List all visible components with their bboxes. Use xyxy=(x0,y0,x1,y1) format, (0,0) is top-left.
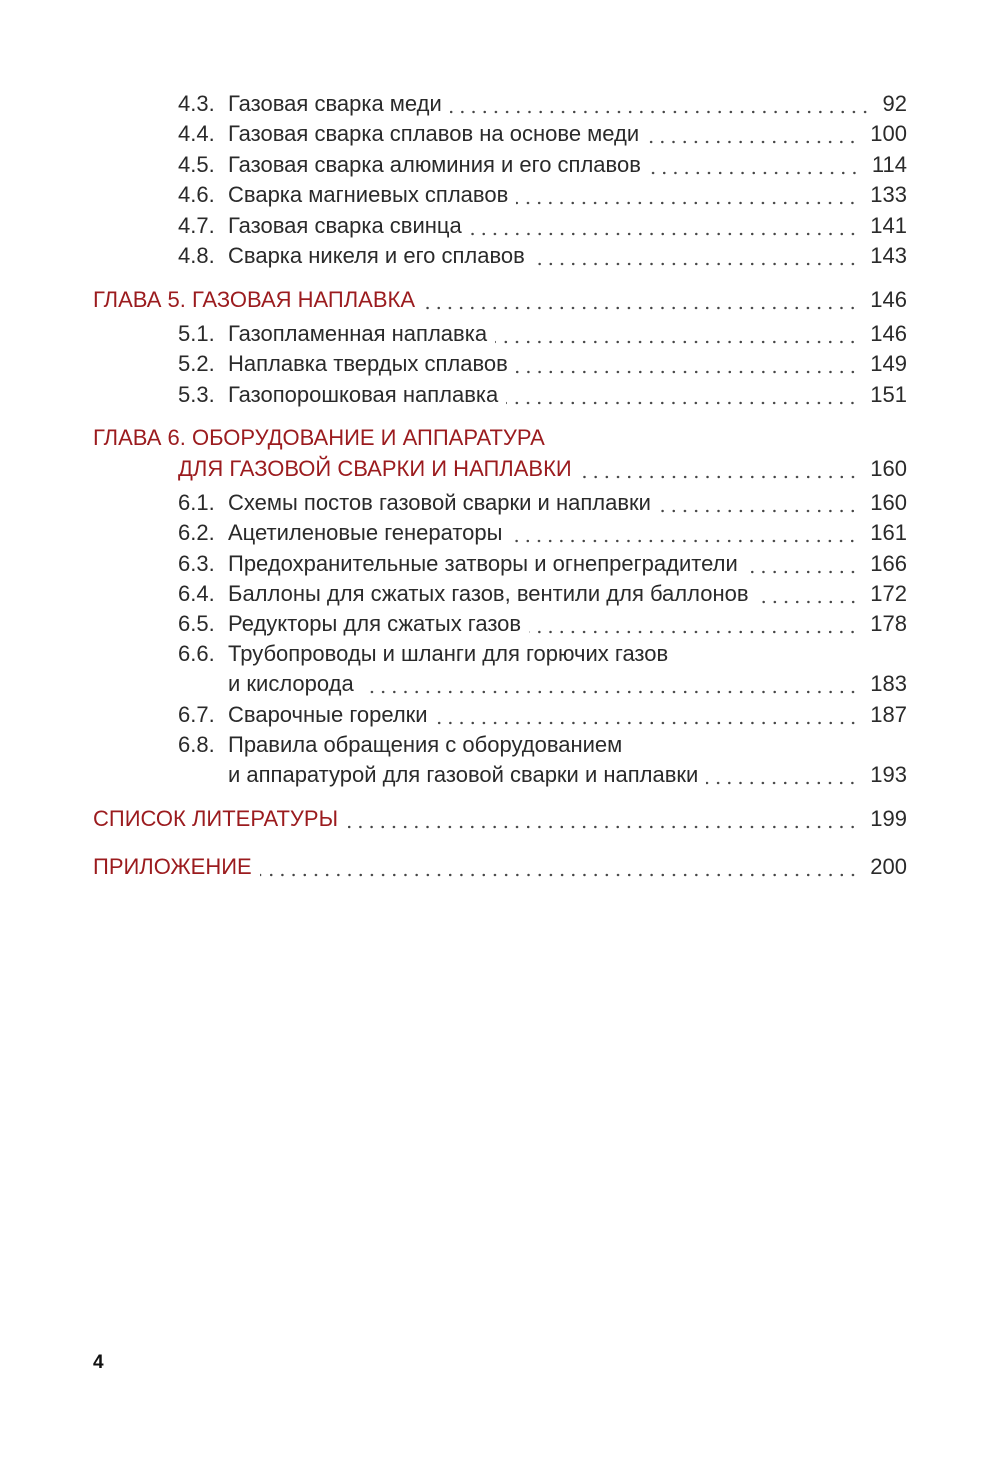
toc-entry-title[interactable]: Редукторы для сжатых газов xyxy=(228,611,522,636)
dot-leader xyxy=(533,241,858,271)
toc-section[interactable] xyxy=(0,119,1000,149)
toc-page-number[interactable]: 193 xyxy=(870,762,907,787)
dot-leader xyxy=(260,852,859,882)
toc-chapter[interactable] xyxy=(0,852,1000,882)
dot-leader xyxy=(423,285,858,315)
page-number: 4 xyxy=(93,1352,104,1373)
toc-chapter[interactable] xyxy=(0,285,1000,315)
dot-leader xyxy=(346,804,858,834)
toc-entry-title[interactable]: Баллоны для сжатых газов, вентили для баллонов xyxy=(228,581,749,606)
toc-page-number[interactable]: 149 xyxy=(870,351,907,376)
toc-entry-line1 xyxy=(0,730,1000,760)
toc-entry-title-cont[interactable]: и аппаратурой для газовой сварки и наплавки xyxy=(228,762,699,787)
dot-leader xyxy=(516,180,858,210)
toc-entry-number: 5.1. xyxy=(178,321,215,346)
toc-entry-number: 6.6. xyxy=(178,641,215,666)
toc-page-number[interactable]: 172 xyxy=(870,581,907,606)
toc-section[interactable] xyxy=(0,488,1000,518)
toc-entry-title[interactable]: Газовая сварка свинца xyxy=(228,213,462,238)
toc-page-number[interactable]: 146 xyxy=(870,287,907,312)
toc-entry-title[interactable]: Предохранительные затворы и огнепреградители xyxy=(228,551,738,576)
dot-leader xyxy=(495,319,858,349)
toc-entry-title[interactable]: Сварка магниевых сплавов xyxy=(228,182,509,207)
toc-section[interactable] xyxy=(0,349,1000,379)
toc-chapter[interactable] xyxy=(0,804,1000,834)
toc-section[interactable] xyxy=(0,609,1000,639)
toc-page-number[interactable]: 161 xyxy=(870,520,907,545)
toc-page-number[interactable]: 178 xyxy=(870,611,907,636)
toc-entry-line1 xyxy=(0,423,1000,453)
toc-entry-title[interactable]: Ацетиленовые генераторы xyxy=(228,520,503,545)
toc-entry-title[interactable]: Газопламенная наплавка xyxy=(228,321,488,346)
toc-page-number[interactable]: 133 xyxy=(870,182,907,207)
dot-leader xyxy=(659,488,858,518)
toc-page-number[interactable]: 151 xyxy=(870,382,907,407)
toc-section[interactable] xyxy=(0,669,1000,699)
toc-entry-number: 4.8. xyxy=(178,243,215,268)
toc-entry-title[interactable]: Наплавка твердых сплавов xyxy=(228,351,508,376)
toc-section[interactable] xyxy=(0,518,1000,548)
toc-page-number[interactable]: 160 xyxy=(870,456,907,481)
toc-page-number[interactable]: 200 xyxy=(870,854,907,879)
toc-entry-title[interactable]: Газовая сварка меди xyxy=(228,91,442,116)
toc-entry-number: 6.2. xyxy=(178,520,215,545)
dot-leader xyxy=(516,349,858,379)
toc-entry-title[interactable]: Сварочные горелки xyxy=(228,702,428,727)
toc-entry-number: 4.5. xyxy=(178,152,215,177)
dot-leader xyxy=(649,150,860,180)
toc-page-number[interactable]: 92 xyxy=(882,91,907,116)
toc-entry-number: 4.4. xyxy=(178,121,215,146)
dot-leader xyxy=(529,609,858,639)
toc-page-number[interactable]: 141 xyxy=(870,213,907,238)
toc-entry-number: 4.6. xyxy=(178,182,215,207)
toc-entry-number: 6.4. xyxy=(178,581,215,606)
toc-entry-number: 4.7. xyxy=(178,213,215,238)
dot-leader xyxy=(510,518,858,548)
toc-entry-title[interactable]: Правила обращения с оборудованием xyxy=(228,732,623,757)
dot-leader xyxy=(757,579,859,609)
dot-leader xyxy=(706,760,858,790)
toc-section[interactable] xyxy=(0,380,1000,410)
toc-entry-number: 4.3. xyxy=(178,91,215,116)
toc-page-number[interactable]: 143 xyxy=(870,243,907,268)
toc-entry-line1 xyxy=(0,639,1000,669)
dot-leader xyxy=(450,89,871,119)
toc-entry-number: 6.5. xyxy=(178,611,215,636)
toc-entry-title[interactable]: Газовая сварка алюминия и его сплавов xyxy=(228,152,641,177)
toc-page-number[interactable]: 183 xyxy=(870,671,907,696)
toc-section[interactable] xyxy=(0,150,1000,180)
toc-entry-title[interactable]: Газовая сварка сплавов на основе меди xyxy=(228,121,640,146)
toc-page-number[interactable]: 199 xyxy=(870,806,907,831)
toc-entry-title[interactable]: ГЛАВА 5. ГАЗОВАЯ НАПЛАВКА xyxy=(93,287,416,312)
toc-entry-number: 5.2. xyxy=(178,351,215,376)
toc-section[interactable] xyxy=(0,89,1000,119)
toc-entry-title[interactable]: Сварка никеля и его сплавов xyxy=(228,243,525,268)
toc-page-number[interactable]: 160 xyxy=(870,490,907,515)
toc-section[interactable] xyxy=(0,319,1000,349)
toc-page-number[interactable]: 166 xyxy=(870,551,907,576)
dot-leader xyxy=(746,549,859,579)
toc-entry-number: 6.3. xyxy=(178,551,215,576)
toc-entry-title[interactable]: Трубопроводы и шланги для горючих газов xyxy=(228,641,669,666)
toc-entry-number: 6.7. xyxy=(178,702,215,727)
toc-entry-number: 6.8. xyxy=(178,732,215,757)
toc-section[interactable] xyxy=(0,579,1000,609)
toc-page-number[interactable]: 100 xyxy=(870,121,907,146)
toc-entry-title[interactable]: Газопорошковая наплавка xyxy=(228,382,499,407)
toc-page-number[interactable]: 187 xyxy=(870,702,907,727)
toc-section[interactable] xyxy=(0,180,1000,210)
dot-leader xyxy=(436,700,859,730)
toc-section[interactable] xyxy=(0,241,1000,271)
toc-entry-number: 6.1. xyxy=(178,490,215,515)
toc-section[interactable] xyxy=(0,549,1000,579)
dot-leader xyxy=(580,454,859,484)
toc-section[interactable] xyxy=(0,700,1000,730)
toc-page-number[interactable]: 114 xyxy=(871,152,907,177)
toc-section[interactable] xyxy=(0,760,1000,790)
toc-entry-title-cont[interactable]: и кислорода xyxy=(228,671,354,696)
toc-chapter[interactable] xyxy=(0,454,1000,484)
toc-entry-title[interactable]: ПРИЛОЖЕНИЕ xyxy=(93,854,252,879)
toc-section[interactable] xyxy=(0,211,1000,241)
dot-leader xyxy=(362,669,859,699)
toc-entry-number: 5.3. xyxy=(178,382,215,407)
dot-leader xyxy=(647,119,858,149)
dot-leader xyxy=(506,380,858,410)
toc-entry-title[interactable]: Схемы постов газовой сварки и наплавки xyxy=(228,490,651,515)
toc-entry-title[interactable]: СПИСОК ЛИТЕРАТУРЫ xyxy=(93,806,339,831)
dot-leader xyxy=(470,211,859,241)
toc-page-number[interactable]: 146 xyxy=(870,321,907,346)
toc-entry-title-cont[interactable]: ДЛЯ ГАЗОВОЙ СВАРКИ И НАПЛАВКИ xyxy=(178,456,572,481)
toc-entry-title[interactable]: ГЛАВА 6. ОБОРУДОВАНИЕ И АППАРАТУРА xyxy=(93,425,545,450)
